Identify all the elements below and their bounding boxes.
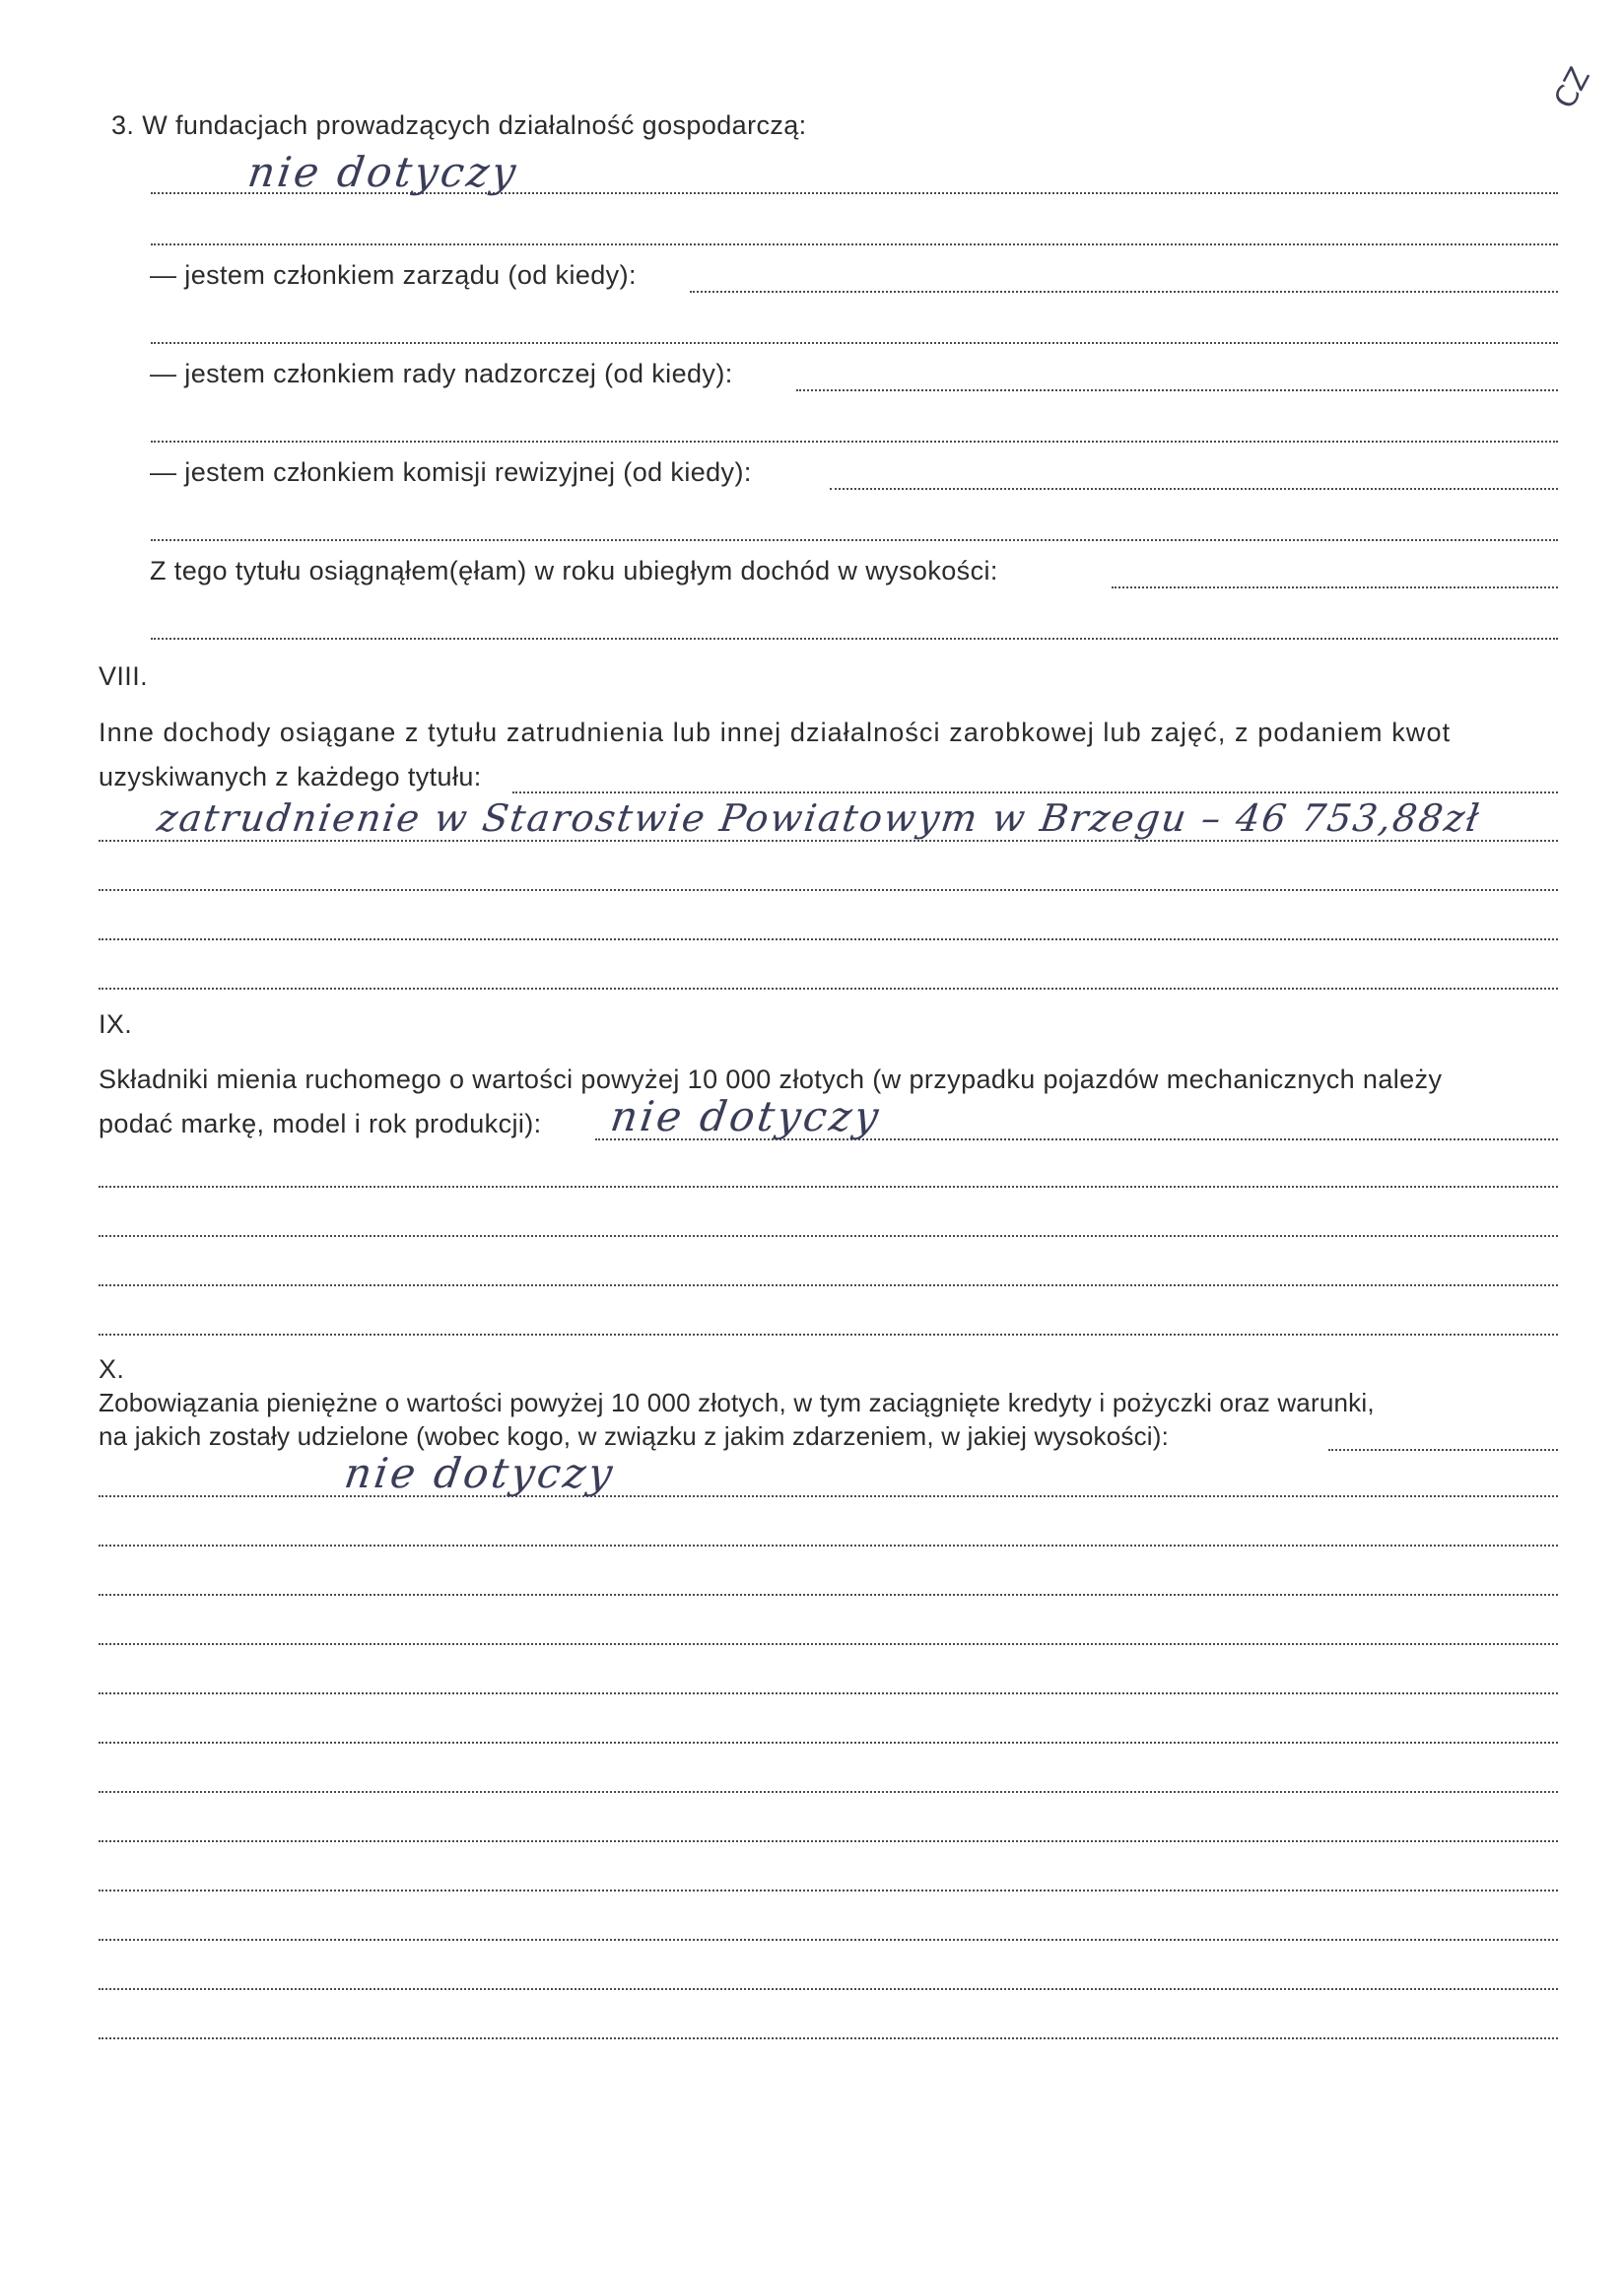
handwritten-answer-section-8: zatrudnienie w Starostwie Powiatowym w Brzegu – 46 753,88zł <box>154 796 1484 840</box>
dotted-line <box>830 488 1558 490</box>
dotted-line <box>99 889 1558 891</box>
dotted-line <box>99 2037 1558 2039</box>
section-8-text-line2: uzyskiwanych z każdego tytułu: <box>99 762 482 791</box>
section-10-number: X. <box>99 1354 125 1384</box>
dotted-line <box>99 1334 1558 1336</box>
section-9-text-line2: podać markę, model i rok produkcji): <box>99 1109 542 1138</box>
dotted-line <box>99 1284 1558 1286</box>
section-8-number: VIII. <box>99 661 149 691</box>
audit-committee-label: — jestem członkiem komisji rewizyjnej (od kiedy): <box>150 457 752 487</box>
dotted-line <box>99 1495 1558 1497</box>
dotted-line <box>151 342 1558 344</box>
handwritten-answer-section-9: nie dotyczy <box>607 1092 885 1140</box>
section-10-text-line2: na jakich zostały udzielone (wobec kogo, w związku z jakim zdarzeniem, w jakiej wysokości): <box>99 1421 1170 1451</box>
supervisory-board-label: — jestem członkiem rady nadzorczej (od kiedy): <box>150 359 733 388</box>
dotted-line <box>99 938 1558 940</box>
dotted-line <box>99 1186 1558 1188</box>
dotted-line <box>512 791 1558 793</box>
dotted-line <box>99 1791 1558 1793</box>
dotted-line <box>99 840 1558 842</box>
dotted-line <box>99 1890 1558 1892</box>
corner-mark: CZ <box>1547 61 1597 115</box>
dotted-line <box>99 1840 1558 1842</box>
dotted-line <box>1112 586 1558 588</box>
dotted-line <box>151 243 1558 245</box>
handwritten-answer-section-3: nie dotyczy <box>244 148 522 196</box>
dotted-line <box>1328 1449 1558 1451</box>
dotted-line <box>99 1988 1558 1990</box>
dotted-line <box>99 1692 1558 1694</box>
dotted-line <box>99 1939 1558 1941</box>
income-label: Z tego tytułu osiągnąłem(ęłam) w roku ubiegłym dochód w wysokości: <box>150 556 998 585</box>
handwritten-answer-section-10: nie dotyczy <box>341 1449 619 1497</box>
section-3-heading: 3. W fundacjach prowadzących działalność gospodarczą: <box>111 110 807 140</box>
dotted-line <box>99 1742 1558 1744</box>
section-10-text-line1: Zobowiązania pieniężne o wartości powyżej 10 000 złotych, w tym zaciągnięte kredyty i pożyczki oraz warunki, <box>99 1388 1375 1417</box>
dotted-line <box>690 291 1558 293</box>
dotted-line <box>99 1235 1558 1237</box>
dotted-line <box>796 389 1558 391</box>
dotted-line <box>99 1643 1558 1645</box>
dotted-line <box>99 988 1558 990</box>
section-9-number: IX. <box>99 1009 133 1039</box>
board-member-label: — jestem członkiem zarządu (od kiedy): <box>150 260 637 290</box>
dotted-line <box>151 539 1558 541</box>
dotted-line <box>151 441 1558 443</box>
section-8-text-line1: Inne dochody osiągane z tytułu zatrudnienia lub innej działalności zarobkowej lub zajęć, z podaniem kwot <box>99 718 1452 747</box>
section-9-text-line1: Składniki mienia ruchomego o wartości powyżej 10 000 złotych (w przypadku pojazdów mechanicznych należy <box>99 1065 1443 1094</box>
dotted-line <box>99 1545 1558 1547</box>
dotted-line <box>99 1594 1558 1596</box>
dotted-line <box>151 638 1558 640</box>
